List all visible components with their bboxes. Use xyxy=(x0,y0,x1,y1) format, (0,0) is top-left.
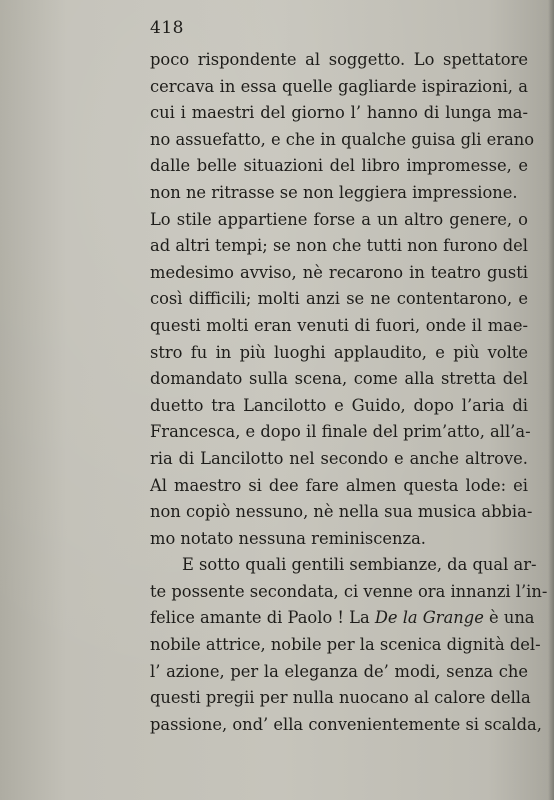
page-edge-shadow xyxy=(548,0,554,800)
text-line: ria di Lancilotto nel secondo e anche altrove. xyxy=(150,448,528,468)
text-line: dalle belle situazioni del libro impromesse, e xyxy=(150,156,528,176)
text-line: così difficili; molti anzi se ne contentarono, e xyxy=(150,289,528,309)
text-line: te possente secondata, ci venne ora innanzi l’in- xyxy=(150,581,548,601)
text-line: poco rispondente al soggetto. Lo spettatore xyxy=(150,50,528,69)
text-line: Lo stile appartiene forse a un altro genere, o xyxy=(150,209,528,229)
text-line: mo notato nessuna reminiscenza. xyxy=(150,528,426,548)
text-line: stro fu in più luoghi applaudito, e più volte xyxy=(150,342,528,362)
text-line: medesimo avviso, nè recarono in teatro gusti xyxy=(150,262,528,282)
text-line: domandato sulla scena, come alla stretta del xyxy=(150,369,528,389)
paragraph-2 xyxy=(150,552,548,738)
text-line: non copiò nessuno, nè nella sua musica abbia- xyxy=(150,502,533,522)
text-line-with-italic: felice amante di Paolo ! La De la Grange è una xyxy=(150,608,535,628)
text-line: Al maestro si dee fare almen questa lode: ei xyxy=(150,475,528,495)
text-line: passione, ond’ ella convenientemente si scalda, xyxy=(150,714,542,734)
text-line: duetto tra Lancilotto e Guido, dopo l’aria di xyxy=(150,395,528,415)
text-line: cercava in essa quelle gagliarde ispirazioni, a xyxy=(150,76,528,96)
text-line: no assuefatto, e che in qualche guisa gli erano xyxy=(150,129,535,149)
italic-name: De la Grange xyxy=(374,608,484,628)
text-line: cui i maestri del giorno l’ hanno di lunga ma- xyxy=(150,103,528,123)
body-text xyxy=(150,47,548,738)
text-line: Francesca, e dopo il finale del prim’atto, all’a- xyxy=(150,422,531,442)
text-line: non ne ritrasse se non leggiera impressione. xyxy=(150,182,518,202)
text-line: E sotto quali gentili sembianze, da qual ar- xyxy=(182,555,537,575)
paragraph-1 xyxy=(150,47,535,552)
text-line: questi pregii per nulla nuocano al calore della xyxy=(150,688,531,708)
text-line: nobile attrice, nobile per la scenica dignità del- xyxy=(150,635,541,655)
text-line: ad altri tempi; se non che tutti non furono del xyxy=(150,236,528,256)
text-line: questi molti eran venuti di fuori, onde il mae- xyxy=(150,315,528,335)
page-number: 418 xyxy=(150,18,184,38)
text-line: l’ azione, per la eleganza de’ modi, senza che xyxy=(150,661,528,681)
